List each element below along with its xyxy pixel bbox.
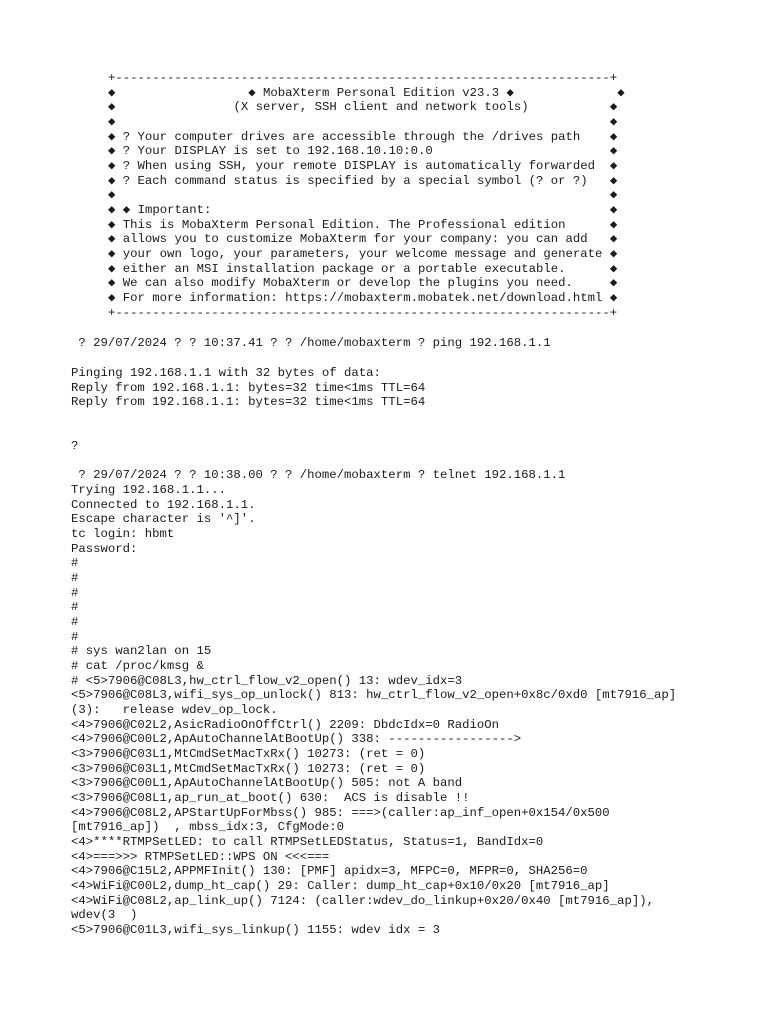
- output-line: Reply from 192.168.1.1: bytes=32 time<1ms TTL=64: [71, 381, 426, 395]
- output-line: Password:: [71, 542, 138, 556]
- output-line: <4>WiFi@C00L2,dump_ht_cap() 29: Caller: dump_ht_cap+0x10/0x20 [mt7916_ap]: [71, 879, 610, 893]
- output-line: <3>7906@C00L1,ApAutoChannelAtBootUp() 505: not A band: [71, 776, 463, 790]
- output-line: # sys wan2lan on 15: [71, 644, 212, 658]
- banner-line: ◆ For more information: https://mobaxterm.mobatek.net/download.html ◆: [108, 291, 618, 305]
- banner-line: ◆ ? Your DISPLAY is set to 192.168.10.10:0.0 ◆: [108, 144, 618, 158]
- banner-line: ◆ ◆: [108, 115, 618, 129]
- banner-line: ◆ your own logo, your parameters, your welcome message and generate ◆: [108, 247, 618, 261]
- shell-prompt: #: [71, 556, 79, 570]
- banner-line: +-------------------------------------------------------------------+: [108, 71, 618, 85]
- command-prompt-ping: ? 29/07/2024 ? ? 10:37.41 ? ? /home/mobaxterm ? ping 192.168.1.1: [71, 336, 551, 350]
- shell-prompt: #: [71, 571, 79, 585]
- banner-line: ◆ ◆: [108, 188, 618, 202]
- banner-line: ◆ This is MobaXterm Personal Edition. The Professional edition ◆: [108, 218, 618, 232]
- output-line: <3>7906@C08L1,ap_run_at_boot() 630: ACS is disable !!: [71, 791, 470, 805]
- banner-line: +-------------------------------------------------------------------+: [108, 306, 618, 320]
- shell-prompt: #: [71, 586, 79, 600]
- banner-line: ◆ allows you to customize MobaXterm for your company: you can add ◆: [108, 232, 618, 246]
- output-line: # cat /proc/kmsg &: [71, 659, 204, 673]
- output-line: <3>7906@C03L1,MtCmdSetMacTxRx() 10273: (ret = 0): [71, 762, 426, 776]
- command-prompt-telnet: ? 29/07/2024 ? ? 10:38.00 ? ? /home/mobaxterm ? telnet 192.168.1.1: [71, 468, 566, 482]
- output-line: <3>7906@C03L1,MtCmdSetMacTxRx() 10273: (ret = 0): [71, 747, 426, 761]
- shell-prompt: #: [71, 630, 79, 644]
- banner-line: ◆ either an MSI installation package or a portable executable. ◆: [108, 262, 618, 276]
- output-line: Connected to 192.168.1.1.: [71, 498, 256, 512]
- banner-line: ◆ ◆ MobaXterm Personal Edition v23.3 ◆ ◆: [108, 86, 625, 100]
- banner-line: ◆ ◆ Important: ◆: [108, 203, 618, 217]
- output-line: <4>7906@C15L2,APPMFInit() 130: [PMF] apidx=3, MFPC=0, MFPR=0, SHA256=0: [71, 864, 588, 878]
- shell-prompt: #: [71, 615, 79, 629]
- output-line: <5>7906@C01L3,wifi_sys_linkup() 1155: wdev idx = 3: [71, 923, 440, 937]
- output-line: (3): release wdev_op_lock.: [71, 703, 278, 717]
- output-line: <4>7906@C00L2,ApAutoChannelAtBootUp() 338: ----------------->: [71, 732, 522, 746]
- output-line: <4>****RTMPSetLED: to call RTMPSetLEDStatus, Status=1, BandIdx=0: [71, 835, 544, 849]
- shell-prompt: #: [71, 600, 79, 614]
- output-line: <4>WiFi@C08L2,ap_link_up() 7124: (caller:wdev_do_linkup+0x20/0x40 [mt7916_ap]),: [71, 894, 654, 908]
- banner-line: ◆ We can also modify MobaXterm or develop the plugins you need. ◆: [108, 276, 618, 290]
- output-line: Reply from 192.168.1.1: bytes=32 time<1ms TTL=64: [71, 395, 426, 409]
- output-line: <4>===>>> RTMPSetLED::WPS ON <<<===: [71, 850, 330, 864]
- output-line: wdev(3 ): [71, 908, 138, 922]
- output-line: Escape character is '^]'.: [71, 512, 256, 526]
- banner-line: ◆ (X server, SSH client and network tools) ◆: [108, 100, 618, 114]
- output-line: Pinging 192.168.1.1 with 32 bytes of data:: [71, 366, 381, 380]
- output-line: Trying 192.168.1.1...: [71, 483, 226, 497]
- output-line: <5>7906@C08L3,wifi_sys_op_unlock() 813: hw_ctrl_flow_v2_open+0x8c/0xd0 [mt7916_ap]: [71, 688, 677, 702]
- output-line: tc login: hbmt: [71, 527, 175, 541]
- output-line: <4>7906@C08L2,APStartUpForMbss() 985: ===>(caller:ap_inf_open+0x154/0x500: [71, 806, 610, 820]
- banner-line: ◆ ? Each command status is specified by a special symbol (? or ?) ◆: [108, 174, 618, 188]
- output-line: [mt7916_ap]) , mbss_idx:3, CfgMode:0: [71, 820, 345, 834]
- banner-line: ◆ ? When using SSH, your remote DISPLAY is automatically forwarded ◆: [108, 159, 618, 173]
- output-line: <4>7906@C02L2,AsicRadioOnOffCtrl() 2209: DbdcIdx=0 RadioOn: [71, 718, 500, 732]
- output-line: # <5>7906@C08L3,hw_ctrl_flow_v2_open() 13: wdev_idx=3: [71, 674, 463, 688]
- banner-line: ◆ ? Your computer drives are accessible through the /drives path ◆: [108, 130, 618, 144]
- status-symbol: ?: [71, 439, 79, 453]
